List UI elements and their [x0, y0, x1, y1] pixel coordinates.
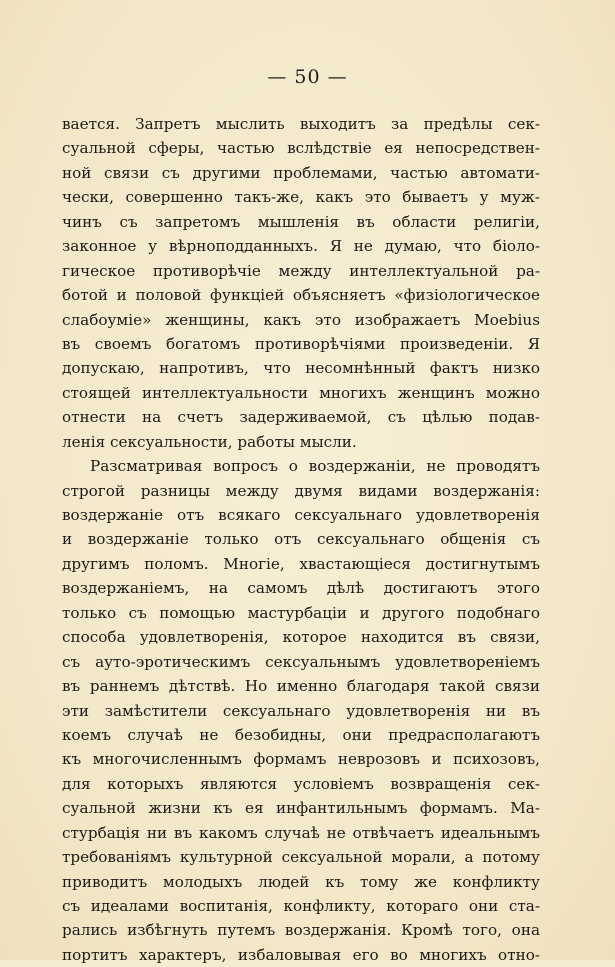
text-line: приводитъ молодыхъ людей къ тому же конфликту	[62, 872, 540, 891]
page-number: — 50 —	[267, 66, 348, 88]
text-line: вается. Запретъ мыслить выходитъ за предѣлы сек-	[62, 115, 540, 133]
text-line: способа удовлетворенія, которое находится въ связи,	[62, 628, 540, 647]
text-line: воздержаніемъ, на самомъ дѣлѣ достигаютъ этого	[62, 579, 540, 598]
text-line: для которыхъ являются условіемъ возвращенія сек-	[62, 774, 540, 793]
text-line: требованіямъ культурной сексуальной морали, а потому	[62, 848, 540, 867]
text-line: ботой и половой функціей объясняетъ «физіологическое	[62, 286, 540, 305]
text-line: въ своемъ богатомъ противорѣчіями произведеніи. Я	[62, 334, 540, 353]
text-line: воздержаніе отъ всякаго сексуальнаго удовлетворенія	[62, 506, 540, 524]
text-line: суальной жизни къ ея инфантильнымъ формамъ. Ма-	[62, 799, 540, 818]
text-line: другимъ поломъ. Многіе, хвастающіеся достигнутымъ	[62, 554, 540, 573]
text-line: стоящей интеллектуальности многихъ женщинъ можно	[62, 383, 540, 402]
body-text	[62, 112, 540, 967]
text-line: портитъ характеръ, избаловывая его во многихъ отно-	[62, 945, 540, 964]
text-line: суальной сферы, частью вслѣдствіе ея непосредствен-	[62, 139, 540, 158]
text-line: эти замѣстители сексуальнаго удовлетворенія ни въ	[62, 701, 540, 720]
text-line: ной связи съ другими проблемами, частью автомати-	[62, 163, 540, 182]
paragraph-2	[62, 454, 540, 967]
paragraph-1	[62, 112, 540, 454]
text-line: коемъ случаѣ не безобидны, они предрасполагаютъ	[62, 725, 540, 744]
text-line: рались избѣгнуть путемъ воздержанія. Кромѣ того, она	[62, 921, 540, 940]
text-line: слабоуміе» женщины, какъ это изображаетъ Moebius	[62, 310, 540, 329]
text-line: и воздержаніе только отъ сексуальнаго общенія съ	[62, 530, 540, 549]
text-line: допускаю, напротивъ, что несомнѣнный фактъ низко	[62, 359, 540, 378]
text-line: гическое противорѣчіе между интеллектуальной ра-	[62, 261, 540, 280]
text-line: строгой разницы между двумя видами воздержанія:	[62, 481, 540, 500]
text-line: въ раннемъ дѣтствѣ. Но именно благодаря такой связи	[62, 677, 540, 696]
text-line: съ идеалами воспитанія, конфликту, котораго они ста-	[62, 897, 540, 915]
text-line: чески, совершенно такъ-же, какъ это бываетъ у муж-	[62, 188, 540, 207]
text-line: чинъ съ запретомъ мышленія въ области религіи,	[62, 212, 540, 231]
text-line: отнести на счетъ задерживаемой, съ цѣлью подав-	[62, 408, 540, 427]
text-line: къ многочисленнымъ формамъ неврозовъ и психозовъ,	[62, 750, 540, 769]
text-line: только съ помощью мастурбаціи и другого подобнаго	[62, 603, 540, 622]
text-line: Разсматривая вопросъ о воздержаніи, не проводятъ	[90, 457, 540, 476]
text-line: законное у вѣрноподданныхъ. Я не думаю, что біоло-	[62, 237, 540, 256]
text-line: съ ауто-эротическимъ сексуальнымъ удовлетвореніемъ	[62, 652, 540, 671]
text-line: стурбація ни въ какомъ случаѣ не отвѣчаетъ идеальнымъ	[62, 823, 540, 842]
text-line: ленія сексуальности, работы мысли.	[62, 432, 357, 451]
